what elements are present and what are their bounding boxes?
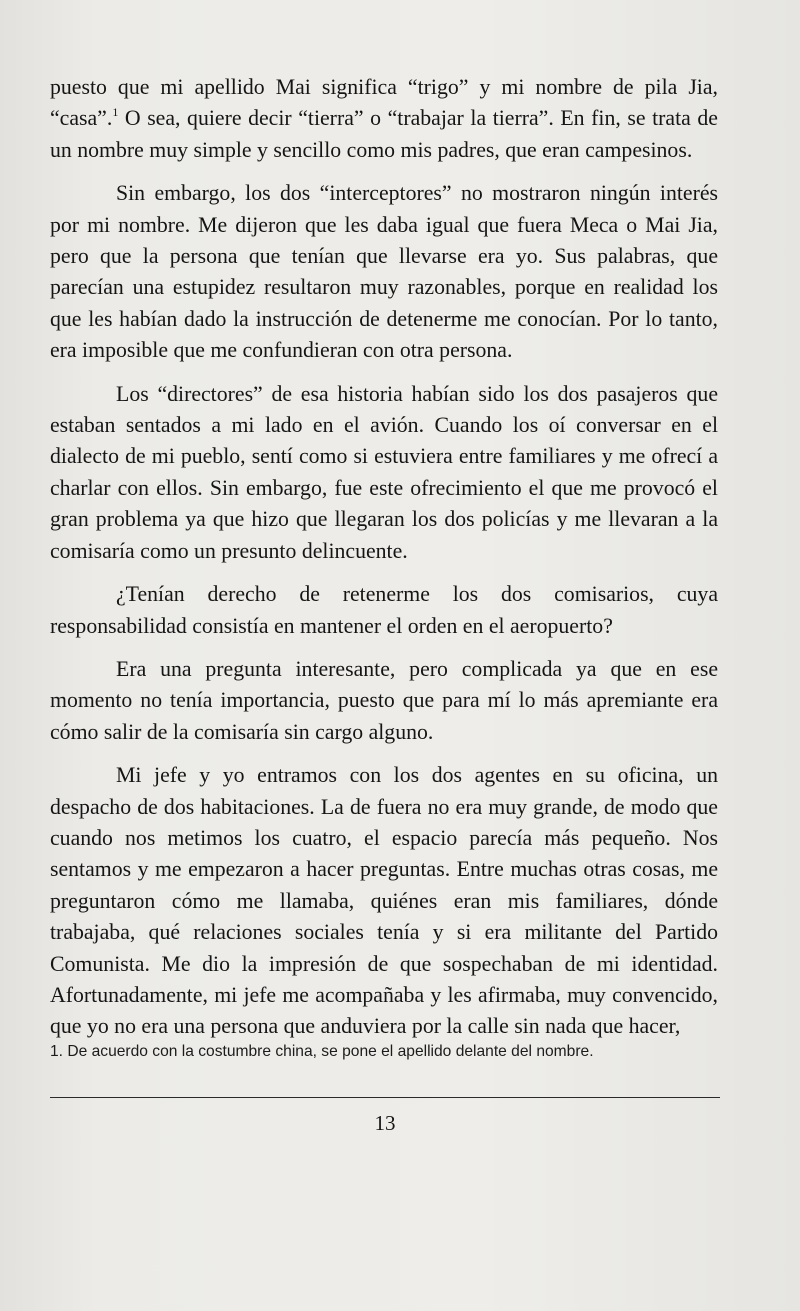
paragraph-4: ¿Tenían derecho de retenerme los dos comisarios, cuya responsabilidad consistía en mantener el orden en el aeropuerto? <box>50 582 718 638</box>
paragraph-1-start: puesto que mi apellido Mai significa “trigo” y mi nombre de pila Jia, “casa”. <box>50 75 718 131</box>
paragraph-3: Los “directores” de esa historia habían sido los dos pasajeros que estaban sentados a mi lado en el avión. Cuando los oí conversar en el dialecto de mi pueblo, sentí como si estuviera entre familiares y me ofrecí a charlar con ellos. Sin embargo, fue este ofrecimiento el que me provocó el gran problema ya que hizo que llegaran los dos policías y me llevaran a la comisaría como un presunto delincuente. <box>50 381 718 563</box>
paragraph-1-end: O sea, quiere decir “tierra” o “trabajar la tierra”. En fin, se trata de un nombre muy simple y sencillo como mis padres, que eran campesinos. <box>50 106 718 162</box>
paragraph-5: Era una pregunta interesante, pero complicada ya que en ese momento no tenía importancia, puesto que para mí lo más apremiante era cómo salir de la comisaría sin cargo alguno. <box>50 656 718 744</box>
paragraph-2: Sin embargo, los dos “interceptores” no mostraron ningún interés por mi nombre. Me dijeron que les daba igual que fuera Meca o Mai Jia, pero que la persona que tenían que llevarse era yo. Sus palabras, que parecían una estupidez resultaron muy razonables, porque en realidad los que les habían dado la instrucción de detenerme me conocían. Por lo tanto, era imposible que me confundieran con otra persona. <box>50 181 718 363</box>
footnote-reference: 1 <box>112 105 119 120</box>
footer-rule <box>50 1097 720 1098</box>
page-number: 13 <box>374 1111 396 1135</box>
paragraph-1 <box>50 72 718 166</box>
body-text <box>50 72 718 1055</box>
paragraph-6: Mi jefe y yo entramos con los dos agentes en su oficina, un despacho de dos habitaciones. La de fuera no era muy grande, de modo que cuando nos metimos los cuatro, el espacio parecía más pequeño. Nos sentamos y me empezaron a hacer preguntas. Entre muchas otras cosas, me preguntaron cómo me llamaba, quiénes eran mis familiares, dónde trabajaba, qué relaciones sociales tenía y si era militante del Partido Comunista. Me dio la impresión de que sospechaban de mi identidad. Afortunadamente, mi jefe me acompañaba y les afirmaba, muy convencido, que yo no era una persona que anduviera por la calle sin nada que hacer, <box>50 763 718 1039</box>
footnote: 1. De acuerdo con la costumbre china, se pone el apellido delante del nombre. <box>50 1043 594 1060</box>
